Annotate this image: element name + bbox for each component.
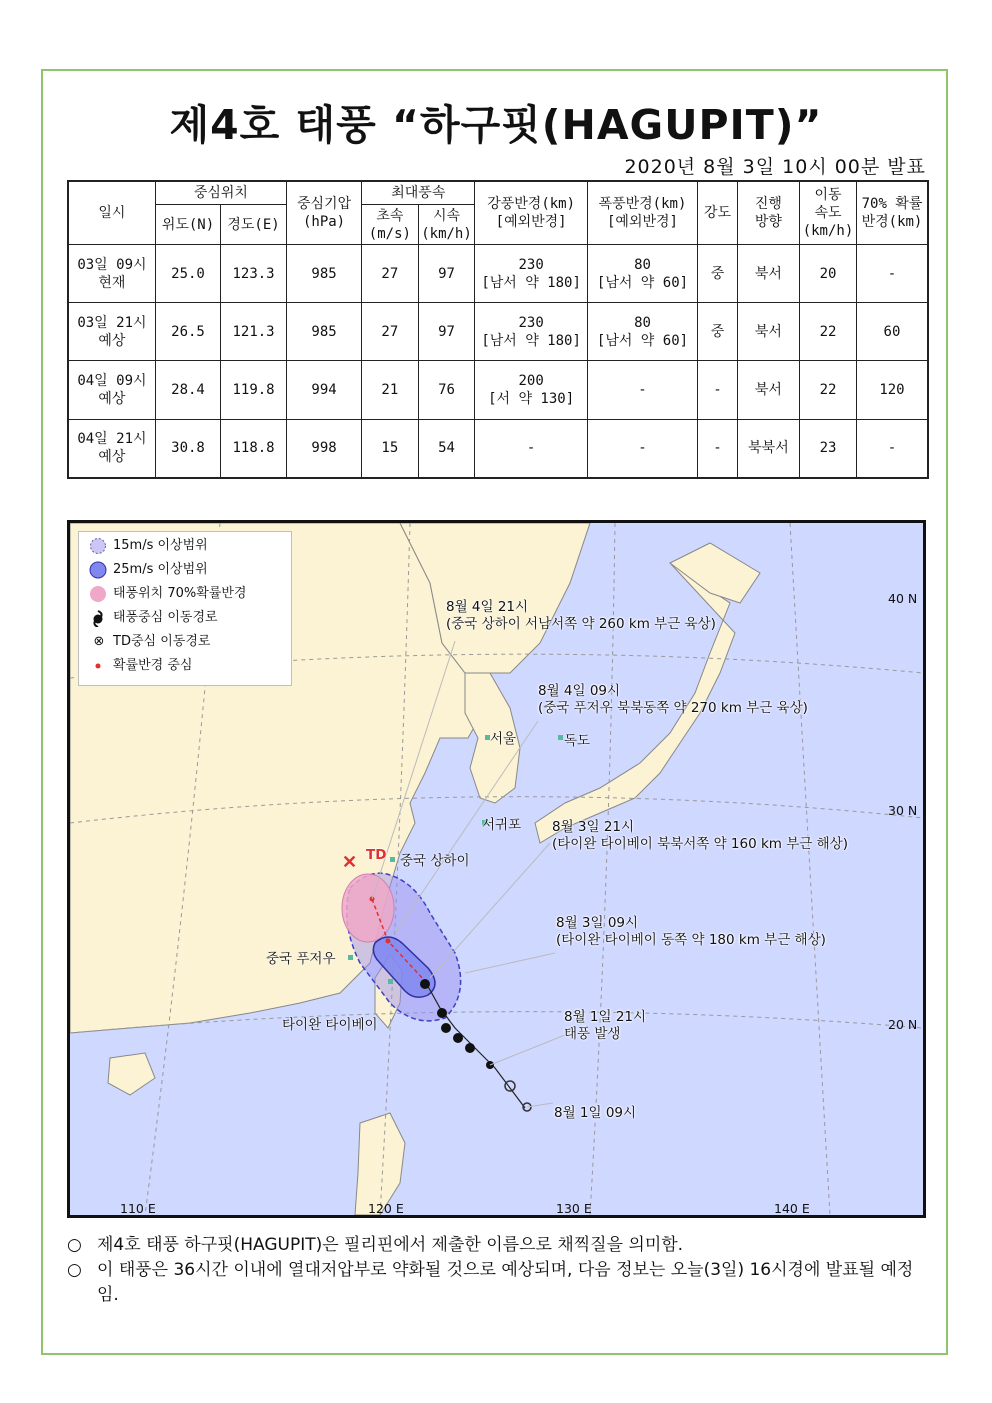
city-seoul: 서울: [490, 731, 517, 747]
table-row: [68, 245, 928, 303]
city-taipei: 타이완 타이베이: [282, 1017, 378, 1033]
cell-direction: 북북서: [737, 419, 799, 478]
cell-lat: 30.8: [155, 419, 220, 478]
circle-bullet-icon: ○: [67, 1260, 82, 1280]
cell-storm: -: [587, 361, 697, 419]
cell-time: 03일 21시 예상: [68, 303, 155, 361]
cell-time: 04일 09시 예상: [68, 361, 155, 419]
lon-label-120: 120 E: [368, 1201, 404, 1216]
cell-pressure: 998: [286, 419, 361, 478]
cell-direction: 북서: [737, 303, 799, 361]
cell-pressure: 985: [286, 303, 361, 361]
cell-kmh: 97: [418, 245, 475, 303]
cell-intensity: 중: [698, 303, 738, 361]
header-direction: 진행 방향: [737, 181, 799, 245]
legend-item: 15m/s 이상범위: [89, 536, 208, 556]
dotted-circle-icon: [89, 537, 109, 555]
lon-label-110: 110 E: [120, 1201, 156, 1216]
cell-lon: 119.8: [221, 361, 287, 419]
cell-intensity: -: [698, 419, 738, 478]
lat-label-40: 40 N: [888, 591, 918, 606]
cell-speed: 22: [800, 361, 857, 419]
cell-strong: -: [475, 419, 587, 478]
lon-label-130: 130 E: [556, 1201, 592, 1216]
cell-lat: 26.5: [155, 303, 220, 361]
header-max-wind: 최대풍속: [362, 181, 475, 205]
note-item: ○ 제4호 태풍 하구핏(HAGUPIT)은 필리핀에서 제출한 이름으로 채찍질을 의미함.: [67, 1233, 933, 1258]
header-lat: 위도(N): [155, 205, 220, 245]
city-fuzhou: 중국 푸저우: [266, 951, 336, 967]
cell-storm: -: [587, 419, 697, 478]
forecast-table: [67, 180, 929, 479]
cell-lat: 25.0: [155, 245, 220, 303]
cell-ms: 27: [362, 245, 418, 303]
cell-ms: 27: [362, 303, 418, 361]
header-lon: 경도(E): [221, 205, 287, 245]
cell-speed: 23: [800, 419, 857, 478]
city-seogwipo: 서귀포: [482, 817, 522, 833]
cell-prob: -: [856, 245, 928, 303]
cell-strong: 200 [서 약 130]: [475, 361, 587, 419]
lon-label-140: 140 E: [774, 1201, 810, 1216]
circle-bullet-icon: ○: [67, 1235, 82, 1255]
annotation-aug1-21: 8월 1일 21시 태풍 발생: [564, 1009, 647, 1042]
blue-circle-icon: [89, 561, 109, 579]
table-row: [68, 419, 928, 478]
header-pressure: 중심기압 (hPa): [286, 181, 361, 245]
annotation-aug4-21: 8월 4일 21시 (중국 상하이 서남서쪽 약 260 km 부근 육상): [446, 599, 716, 632]
notes: [67, 1233, 933, 1308]
pink-circle-icon: [89, 585, 109, 603]
cell-speed: 20: [800, 245, 857, 303]
city-shanghai: 중국 상하이: [400, 853, 470, 869]
note-item: ○ 이 태풍은 36시간 이내에 열대저압부로 약화될 것으로 예상되며, 다음 정보는 오늘(3일) 16시경에 발표될 예정임.: [67, 1260, 914, 1305]
typhoon-symbol-icon: [89, 609, 109, 627]
annotation-aug3-21: 8월 3일 21시 (타이완 타이베이 북북서쪽 약 160 km 부근 해상): [552, 819, 848, 852]
cell-lon: 118.8: [221, 419, 287, 478]
cell-strong: 230 [남서 약 180]: [475, 245, 587, 303]
header-time: 일시: [68, 181, 155, 245]
cell-prob: 60: [856, 303, 928, 361]
cell-prob: 120: [856, 361, 928, 419]
cell-lon: 123.3: [221, 245, 287, 303]
cell-strong: 230 [남서 약 180]: [475, 303, 587, 361]
cell-lon: 121.3: [221, 303, 287, 361]
cell-intensity: 중: [698, 245, 738, 303]
header-ms: 초속 (m/s): [362, 205, 418, 245]
cell-time: 03일 09시 현재: [68, 245, 155, 303]
legend-item: 태풍중심 이동경로: [89, 608, 218, 628]
cell-kmh: 97: [418, 303, 475, 361]
cell-direction: 북서: [737, 245, 799, 303]
header-center-pos: 중심위치: [155, 181, 286, 205]
header-prob-radius: 70% 확률 반경(km): [856, 181, 928, 245]
header-strong-radius: 강풍반경(km) [예외반경]: [475, 181, 587, 245]
cell-ms: 15: [362, 419, 418, 478]
issued-time: 2020년 8월 3일 10시 00분 발표: [624, 156, 926, 178]
typhoon-track-map: [67, 520, 926, 1218]
cell-storm: 80 [남서 약 60]: [587, 245, 697, 303]
table-row: [68, 361, 928, 419]
header-kmh: 시속 (km/h): [418, 205, 475, 245]
cell-lat: 28.4: [155, 361, 220, 419]
cell-prob: -: [856, 419, 928, 478]
cell-time: 04일 21시 예상: [68, 419, 155, 478]
legend-item: 확률반경 중심: [89, 656, 192, 676]
cell-speed: 22: [800, 303, 857, 361]
page-title: 제4호 태풍 “하구핏(HAGUPIT)”: [169, 101, 823, 149]
cell-kmh: 54: [418, 419, 475, 478]
annotation-aug4-09: 8월 4일 09시 (중국 푸저우 북북동쪽 약 270 km 부근 육상): [538, 683, 808, 716]
table-row: [68, 303, 928, 361]
circled-x-icon: ⊗: [93, 634, 105, 649]
city-dokdo: 독도: [564, 733, 591, 749]
cell-storm: 80 [남서 약 60]: [587, 303, 697, 361]
prob-radius-area: [342, 874, 394, 942]
lat-label-30: 30 N: [888, 803, 918, 818]
td-label: TD: [366, 847, 387, 863]
map-legend: [78, 531, 292, 686]
header-intensity: 강도: [698, 181, 738, 245]
annotation-aug3-09: 8월 3일 09시 (타이완 타이베이 동쪽 약 180 km 부근 해상): [556, 915, 826, 948]
cell-kmh: 76: [418, 361, 475, 419]
td-cross-icon: ✕: [342, 852, 358, 872]
annotation-aug1-09: 8월 1일 09시: [554, 1105, 637, 1121]
cell-pressure: 985: [286, 245, 361, 303]
legend-item: 태풍위치 70%확률반경: [89, 584, 247, 604]
cell-pressure: 994: [286, 361, 361, 419]
legend-item: ⊗ TD중심 이동경로: [89, 632, 210, 652]
cell-intensity: -: [698, 361, 738, 419]
header-storm-radius: 폭풍반경(km) [예외반경]: [587, 181, 697, 245]
header-speed: 이동 속도 (km/h): [800, 181, 857, 245]
lat-label-20: 20 N: [888, 1017, 918, 1032]
cell-ms: 21: [362, 361, 418, 419]
red-dot-icon: [89, 657, 109, 675]
cell-direction: 북서: [737, 361, 799, 419]
legend-item: 25m/s 이상범위: [89, 560, 208, 580]
